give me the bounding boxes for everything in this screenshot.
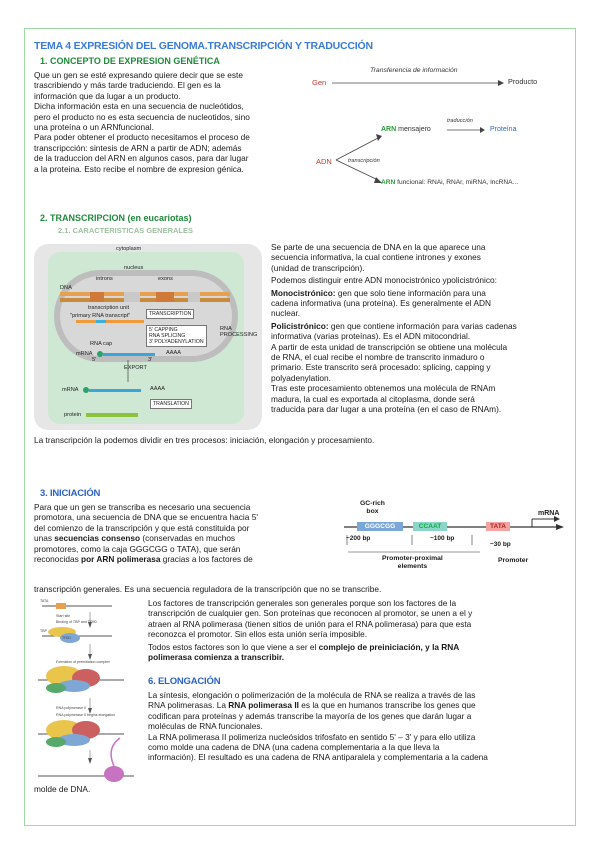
section-1-heading: 1. CONCEPTO DE EXPRESION GENÉTICA	[40, 56, 220, 66]
producto-label: Producto	[508, 77, 538, 86]
promoter-line	[344, 515, 574, 551]
section-3-more: Los factores de transcripción generales son generales porque son los factores de la transcripción de cualquier gen. Son proteínas que reconocen al promotor, se unen a el y atraen al RNA polimerasa (tienen sitios de unión para el RNA polimerasa) para que esta reconozca el promotor. Sin ellos esta unión sería imposible. Todos estos factores son lo que viene a ser el complejo de preiniciación, y la RNA polimerasa comienza a transcribir.	[148, 598, 473, 663]
dna-strands	[60, 290, 236, 310]
transfer-label: Transferencia de información	[370, 67, 458, 74]
transfer-arrow	[330, 78, 506, 88]
gen-label: Gen	[312, 78, 327, 87]
traduccion-arrow	[446, 126, 486, 134]
adn-label: ADN	[316, 157, 332, 166]
section-3-text-full: transcripción generales. Es una secuencia reguladora de la transcripción que no se transcribe.	[34, 584, 382, 594]
arn-mensajero: ARN mensajero	[381, 126, 431, 133]
transcripcion-label: transcripción	[348, 158, 380, 164]
section-2-heading: 2. TRANSCRIPCION (en eucariotas)	[40, 213, 192, 223]
page-title: TEMA 4 EXPRESIÓN DEL GENOMA.TRANSCRIPCIÓN Y TRADUCCIÓN	[34, 40, 373, 52]
arn-funcional: ARN funcional: RNAi, RNAr, miRNA, lncRNA...	[381, 179, 519, 186]
section-4-text: La síntesis, elongación o polimerización de la molécula de RNA se realiza a través de las RNA polimerasas. La RNA polimerasa II es la que en humanos transcribe los genes que codifican para proteínas y además transcribe la mayoría de los genes que darán lugar a moléculas de RNA funcionales. La RNA polimerasa II polimeriza nucleósidos trifosfato en sentido 5' – 3' y para ello utiliza como molde una cadena de DNA (una cadena complementaria a la que lleva la información). El resultado es una cadena de RNA antiparalela y complementaria a la cadena	[148, 690, 488, 763]
section-3-heading: 3. INICIACIÓN	[40, 488, 101, 499]
traduccion-label: traducción	[447, 118, 473, 124]
section-2-subheading: 2.1. CARACTERISTICAS GENERALES	[58, 226, 194, 235]
branch-arrows	[334, 130, 384, 190]
section-3-text: Para que un gen se transcriba es necesario una secuencia promotora, una secuencia de DNA que se encuentra hacia 5' del comienzo de la transcripción y que está constituida por unas secuencias consenso (conservadas en muchos promotores, como la caja GGGCGG o TATA), que serán reconocidas por ARN polimerasa gracias a los factores de	[34, 502, 258, 565]
section-2-text: Se parte de una secuencia de DNA en la que aparece una secuencia informativa, la cual contiene intrones y exones (unidad de transcripción). Podemos distinguir entre ADN monocistrónico ypolicistrónico: Monocistrónico: gen que solo tiene información para una cadena informativa (una proteína). Es generalmente el ADN nuclear. Policistrónico: gen que contiene información para varias cadenas informativa (varias proteínas). Es el ADN mitocondrial. A partir de esta unidad de transcripción se obtiene una molécula de RNA, el cual recibe el nombre de transcrito inmaduro o primario. Este transcrito será procesado: splicing, capping y polyadenylation. Tras este procesamiento obtenemos una molécula de RNAm madura, la cual es exportada al citoplasma, donde será traducida para dar lugar a una proteína (en el caso de RNAm).	[271, 242, 517, 415]
section-4-text-end: molde de DNA.	[34, 784, 91, 794]
section-4-heading: 6. ELONGACIÓN	[148, 676, 221, 687]
section-1-text: Que un gen se esté expresando quiere decir que se este trascribiendo y más tarde traduciendo. El gen es la información que da lugar a un producto. Dicha información esta en una secuencia de nucleótidos, pero el producto no es esta secuencia de nucleotidos, sino una proteína o un ARNfuncional. Para poder obtener el producto necesitamos el proceso de transcripcción: sintesis de ARN a partir de ADN; además de la traduccion del ARN en algunos casos, para dar lugar a la proteina. Esto recibe el nombre de expresion génica.	[34, 70, 250, 174]
proteina-label: Proteína	[490, 126, 517, 133]
section-2-summary: La transcripción la podemos dividir en tres procesos: iniciación, elongación y procesamiento.	[34, 435, 375, 445]
